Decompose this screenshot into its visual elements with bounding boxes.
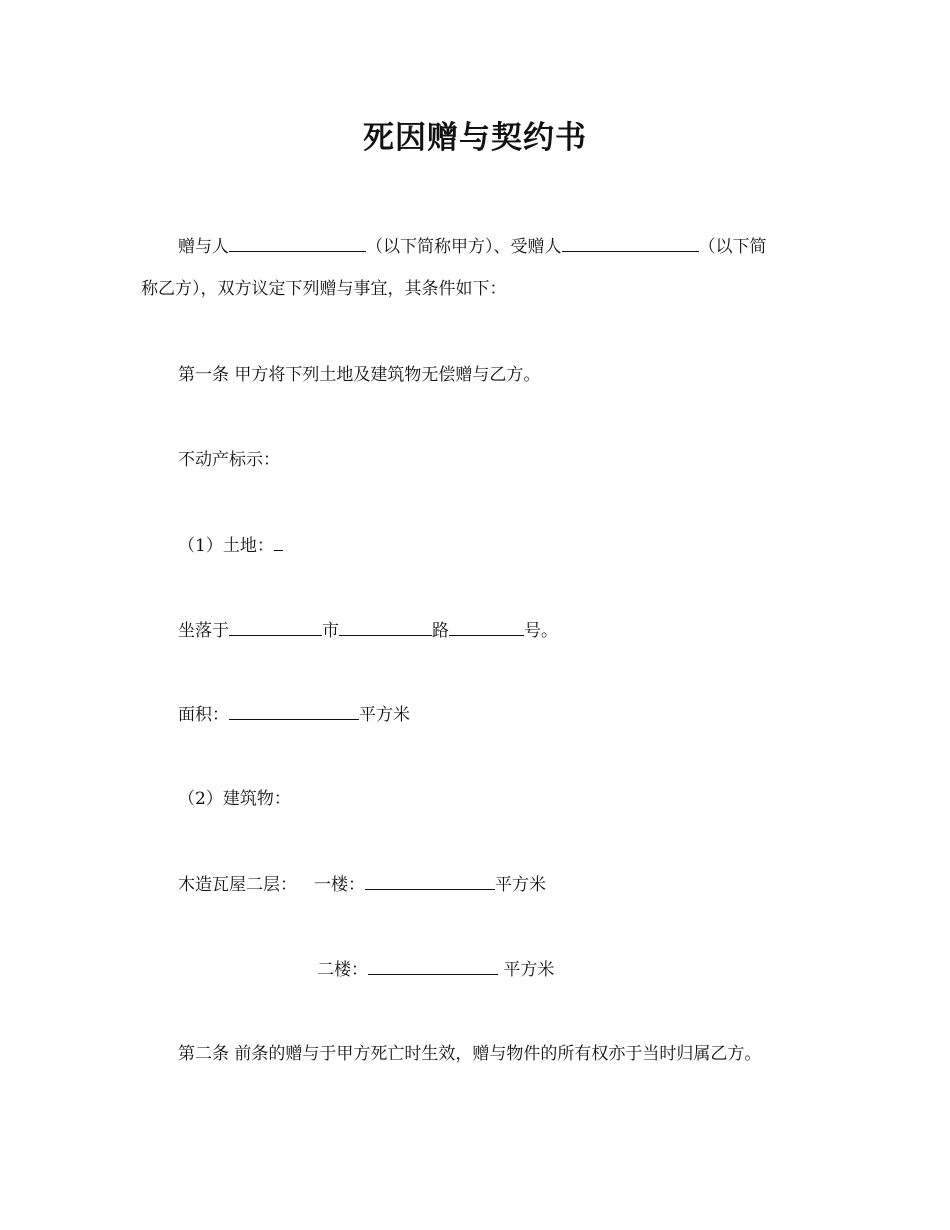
city-label: 市 [322,621,339,641]
floor1-label: 一楼： [314,875,365,895]
road-label: 路 [432,621,449,641]
number-label: 号。 [524,621,558,641]
floor1-line [178,873,546,896]
area-blank[interactable] [229,703,359,720]
property-heading: 不动产标示： [178,450,280,470]
area-label: 面积： [178,705,229,725]
floor2-blank[interactable] [368,958,498,975]
donee-suffix: （以下简 [698,237,767,257]
city-blank[interactable] [229,619,322,636]
number-blank[interactable] [449,619,524,636]
building-type-label: 木造瓦屋二层： [178,875,297,895]
road-blank[interactable] [339,619,432,636]
area-line [178,703,410,726]
floor1-unit: 平方米 [495,875,546,895]
donor-blank[interactable] [229,235,366,252]
floor2-unit: 平方米 [498,960,555,980]
donee-blank[interactable] [562,235,699,252]
article-1: 第一条 甲方将下列土地及建筑物无偿赠与乙方。 [178,365,541,385]
land-label: （1）土地： [178,536,274,556]
floor2-line [317,958,554,981]
location-prefix: 坐落于 [178,621,229,641]
location-line [178,619,558,642]
intro-line-1 [178,235,767,258]
building-label: （2）建筑物： [178,789,291,809]
donor-label: 赠与人 [178,237,229,257]
land-line [178,534,283,557]
land-blank[interactable] [274,534,283,551]
floor1-blank[interactable] [365,873,495,890]
floor2-label: 二楼： [317,960,368,980]
donor-suffix: （以下简称甲方）、受赠人 [366,237,562,257]
area-unit: 平方米 [359,705,410,725]
document-title: 死因赠与契约书 [363,120,587,156]
intro-line-2: 称乙方），双方议定下列赠与事宜，其条件如下： [141,279,507,299]
article-2: 第二条 前条的赠与于甲方死亡时生效，赠与物件的所有权亦于当时归属乙方。 [178,1044,762,1064]
